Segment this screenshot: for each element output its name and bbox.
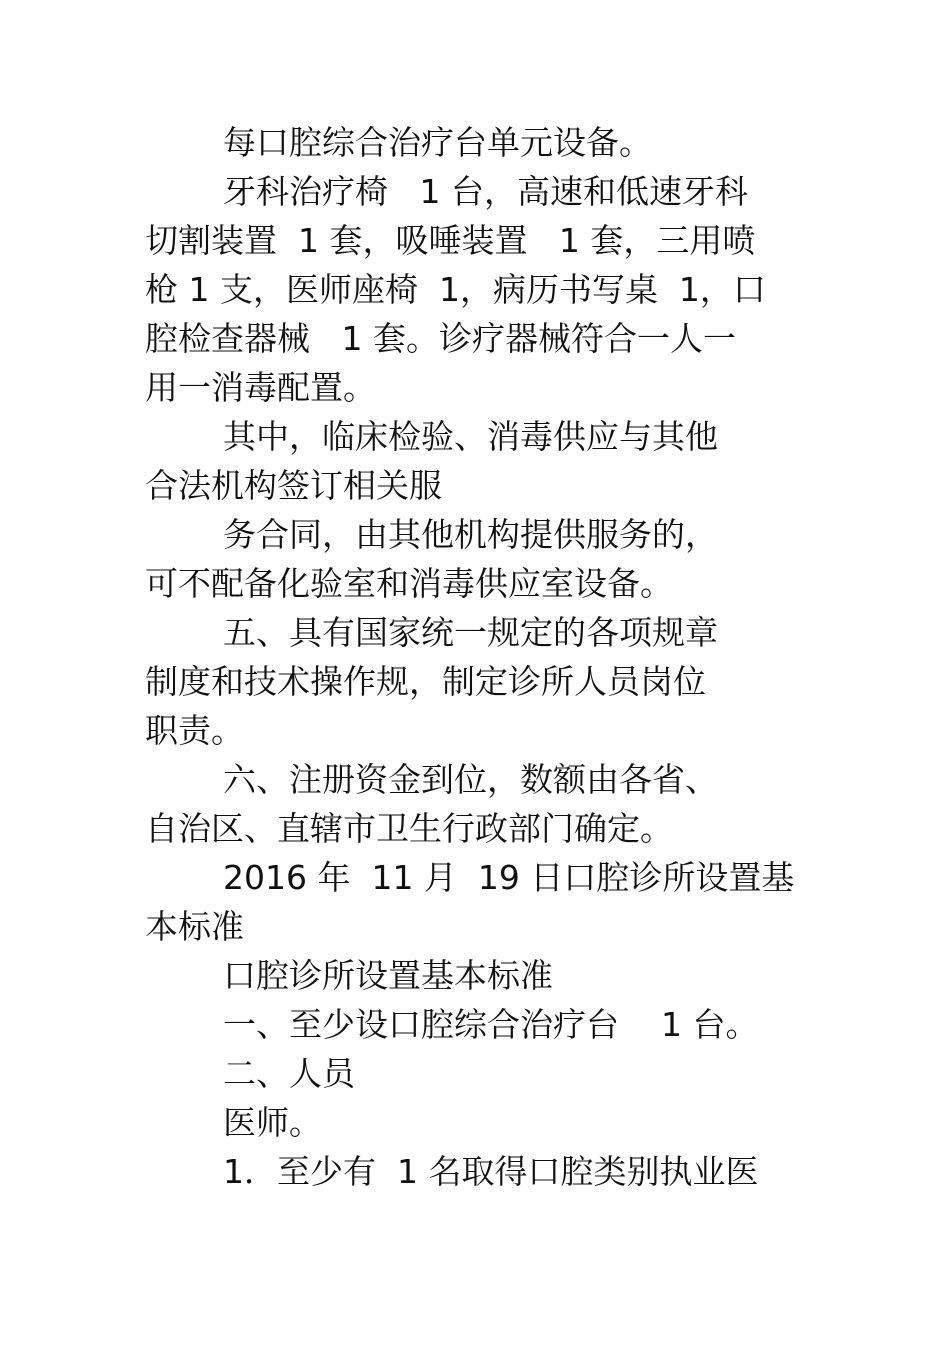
- paragraph-line: 切割装置 1 套，吸唾装置 1 套，三用喷: [145, 221, 756, 260]
- paragraph-line: 医师。: [223, 1103, 322, 1142]
- paragraph-line: 一、至少设口腔综合治疗台 1 台。: [223, 1005, 759, 1044]
- paragraph-line: 每口腔综合治疗台单元设备。: [223, 123, 652, 162]
- paragraph-line: 2016 年 11 月 19 日口腔诊所设置基: [223, 858, 795, 897]
- section-heading: 口腔诊所设置基本标准: [223, 956, 553, 995]
- document-body: [145, 118, 815, 1196]
- paragraph-line: 本标准: [145, 907, 244, 946]
- paragraph-line: 自治区、直辖市卫生行政部门确定。: [145, 809, 673, 848]
- paragraph-line: 六、注册资金到位，数额由各省、: [223, 760, 718, 799]
- paragraph-line: 合法机构签订相关服: [145, 466, 442, 505]
- paragraph-line: 用一消毒配置。: [145, 368, 376, 407]
- paragraph-line: 职责。: [145, 711, 244, 750]
- paragraph-line: 1．至少有 1 名取得口腔类别执业医: [223, 1152, 759, 1191]
- paragraph-line: 可不配备化验室和消毒供应室设备。: [145, 564, 673, 603]
- paragraph-line: 腔检查器械 1 套。诊疗器械符合一人一: [145, 319, 736, 358]
- paragraph-line: 二、人员: [223, 1054, 355, 1093]
- paragraph-line: 五、具有国家统一规定的各项规章: [223, 613, 718, 652]
- paragraph-line: 其中，临床检验、消毒供应与其他: [223, 417, 718, 456]
- paragraph-line: 枪 1 支，医师座椅 1，病历书写桌 1，口: [145, 270, 766, 309]
- paragraph-line: 制度和技术操作规，制定诊所人员岗位: [145, 662, 706, 701]
- paragraph-line: 务合同，由其他机构提供服务的，: [223, 515, 718, 554]
- paragraph-line: 牙科治疗椅 1 台，高速和低速牙科: [223, 172, 748, 211]
